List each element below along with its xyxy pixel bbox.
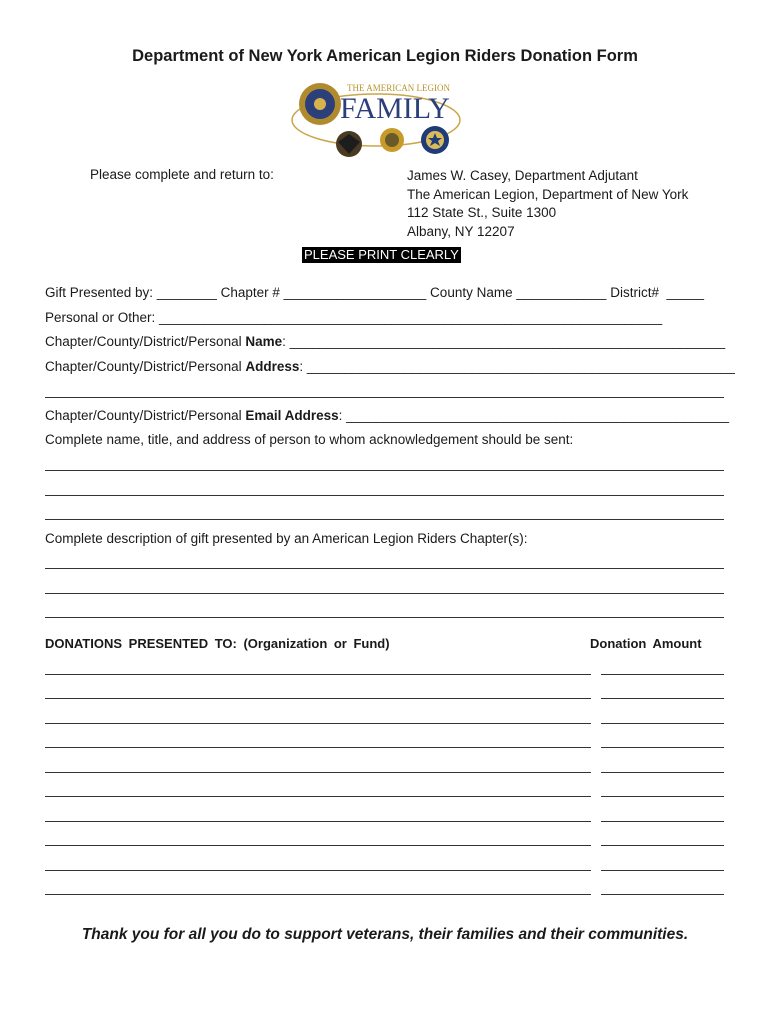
gift-description-line[interactable] [45, 617, 724, 618]
gift-description-line[interactable] [45, 593, 724, 594]
thank-you-message: Thank you for all you do to support veterans, their families and their communities. [81, 926, 689, 943]
personal-other-field[interactable]: Personal or Other: ___________________________________________________________________ [45, 310, 663, 325]
donation-amount-line[interactable] [601, 698, 724, 699]
gift-description-label: Complete description of gift presented by an American Legion Riders Chapter(s): [45, 531, 528, 546]
donation-organization-line[interactable] [45, 723, 591, 724]
donation-amount-line[interactable] [601, 796, 724, 797]
email-blank: : ___________________________________________________ [338, 408, 730, 423]
gift-description-line[interactable] [45, 568, 724, 569]
svg-text:FAMILY: FAMILY [340, 92, 450, 125]
donation-amount-line[interactable] [601, 772, 724, 773]
american-legion-family-logo [288, 78, 478, 160]
donation-amount-line[interactable] [601, 674, 724, 675]
email-field[interactable] [45, 408, 729, 423]
svg-text:THE AMERICAN LEGION: THE AMERICAN LEGION [347, 83, 450, 93]
amount-header: Donation Amount [590, 636, 702, 651]
address-line: James W. Casey, Department Adjutant [407, 168, 638, 183]
acknowledgement-label: Complete name, title, and address of person to whom acknowledgement should be sent: [45, 432, 574, 447]
donation-organization-line[interactable] [45, 747, 591, 748]
donation-amount-line[interactable] [601, 870, 724, 871]
donations-header: DONATIONS PRESENTED TO: (Organization or Fund) [45, 636, 390, 651]
acknowledgement-line[interactable] [45, 495, 724, 496]
donation-amount-line[interactable] [601, 723, 724, 724]
donation-organization-line[interactable] [45, 894, 591, 895]
address-prefix: Chapter/County/District/Personal [45, 359, 246, 374]
address-field[interactable] [45, 359, 735, 374]
print-clearly-notice: PLEASE PRINT CLEARLY [304, 247, 459, 262]
name-field[interactable] [45, 334, 725, 349]
donation-organization-line[interactable] [45, 796, 591, 797]
form-title: Department of New York American Legion Riders Donation Form [132, 47, 638, 65]
return-label: Please complete and return to: [90, 167, 274, 182]
donation-organization-line[interactable] [45, 821, 591, 822]
gift-presented-field[interactable]: Gift Presented by: ________ Chapter # ___________________ County Name ____________ District# _____ [45, 285, 704, 300]
address-continuation-line[interactable] [45, 397, 724, 398]
address-line: The American Legion, Department of New York [407, 186, 689, 202]
donation-organization-line[interactable] [45, 674, 591, 675]
donation-organization-line[interactable] [45, 845, 591, 846]
name-blank: : __________________________________________________________ [282, 334, 726, 349]
donation-amount-line[interactable] [601, 845, 724, 846]
email-bold-label: Email Address [245, 408, 339, 423]
donation-organization-line[interactable] [45, 772, 591, 773]
name-bold-label: Name [245, 334, 283, 349]
name-prefix: Chapter/County/District/Personal [45, 334, 246, 349]
acknowledgement-line[interactable] [45, 519, 724, 520]
address-line: 112 State St., Suite 1300 [407, 205, 557, 220]
acknowledgement-line[interactable] [45, 470, 724, 471]
address-line: Albany, NY 12207 [407, 223, 515, 239]
donation-amount-line[interactable] [601, 821, 724, 822]
address-bold-label: Address [245, 359, 300, 374]
email-prefix: Chapter/County/District/Personal [45, 408, 246, 423]
donation-organization-line[interactable] [45, 870, 591, 871]
donation-amount-line[interactable] [601, 747, 724, 748]
donation-organization-line[interactable] [45, 698, 591, 699]
address-blank: : _________________________________________________________ [299, 359, 735, 374]
return-address [407, 167, 688, 241]
donation-amount-line[interactable] [601, 894, 724, 895]
